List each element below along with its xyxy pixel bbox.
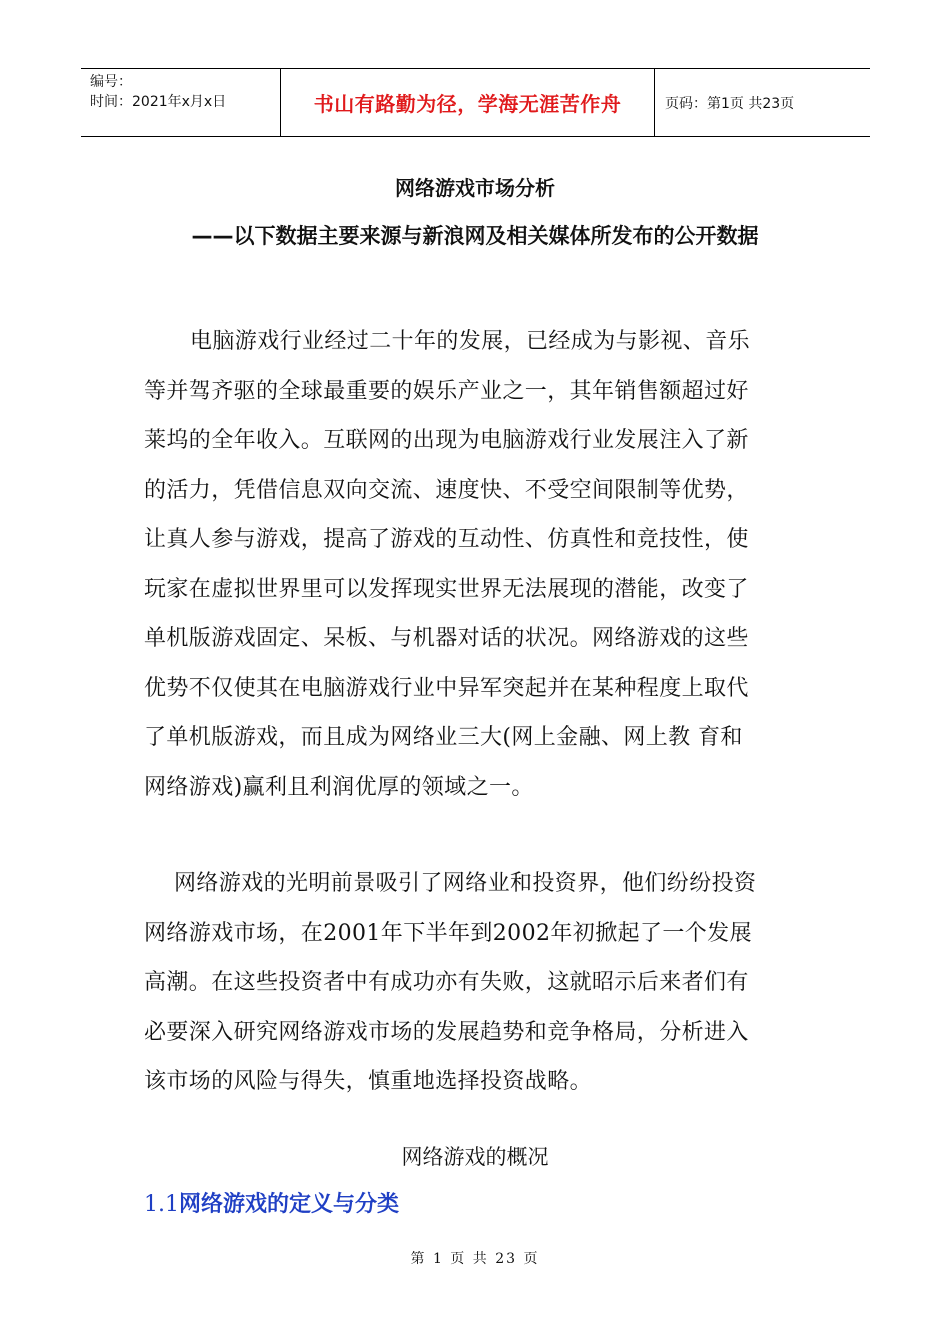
header-motto: 书山有路勤为径，学海无涯苦作舟 xyxy=(281,69,655,136)
paragraph-line: 网络游戏)赢利且利润优厚的领域之一。 xyxy=(144,774,534,800)
paragraph-line: 让真人参与游戏，提高了游戏的互动性、仿真性和竞技性，使 xyxy=(144,527,749,552)
paragraph-line: 高潮。在这些投资者中有成功亦有失败，这就昭示后来者们有 xyxy=(144,970,749,995)
header-page-info: 页码：第1页 共23页 xyxy=(665,95,795,112)
paragraph-line: 了单机版游戏，而且成为网络业三大(网上金融、网上教 育和 xyxy=(144,725,743,750)
paragraph-line: 莱坞的全年收入。互联网的出现为电脑游戏行业发展注入了新 xyxy=(144,428,749,453)
document-time-label: 时间：2021年x月x日 xyxy=(90,94,227,110)
paragraph-line: 玩家在虚拟世界里可以发挥现实世界无法展现的潜能，改变了 xyxy=(144,576,749,602)
paragraph-line: 电脑游戏行业经过二十年的发展，已经成为与影视、音乐 xyxy=(190,329,751,354)
paragraph-line: 网络游戏的光明前景吸引了网络业和投资界，他们纷纷投资 xyxy=(174,871,757,896)
paragraph-line: 网络游戏市场，在2001年下半年到2002年初掀起了一个发展 xyxy=(144,920,752,946)
paragraph-line: 单机版游戏固定、呆板、与机器对话的状况。网络游戏的这些 xyxy=(144,626,749,651)
paragraph-line: 该市场的风险与得失，慎重地选择投资战略。 xyxy=(144,1069,593,1094)
paragraph-intro xyxy=(144,317,804,812)
paragraph-line: 必要深入研究网络游戏市场的发展趋势和竞争格局，分析进入 xyxy=(144,1019,749,1045)
subsection-title: 网络游戏的定义与分类 xyxy=(179,1192,400,1217)
paragraph-line: 优势不仅使其在电脑游戏行业中异军突起并在某种程度上取代 xyxy=(144,675,749,701)
paragraph-line: 的活力，凭借信息双向交流、速度快、不受空间限制等优势， xyxy=(144,477,749,503)
paragraph-investment xyxy=(144,859,804,1107)
section-heading: 网络游戏的概况 xyxy=(401,1145,549,1169)
paragraph-line: 等并驾齐驱的全球最重要的娱乐产业之一，其年销售额超过好 xyxy=(144,378,749,404)
document-subtitle: ——以下数据主要来源与新浪网及相关媒体所发布的公开数据 xyxy=(191,224,759,248)
document-title: 网络游戏市场分析 xyxy=(395,176,555,200)
header-meta xyxy=(81,69,281,136)
document-header xyxy=(81,68,870,137)
subsection-number: 1.1 xyxy=(144,1192,179,1217)
document-number-label: 编号： xyxy=(90,74,132,90)
subsection-heading xyxy=(144,1187,399,1218)
page-footer: 第 1 页 共 23 页 xyxy=(410,1251,540,1267)
